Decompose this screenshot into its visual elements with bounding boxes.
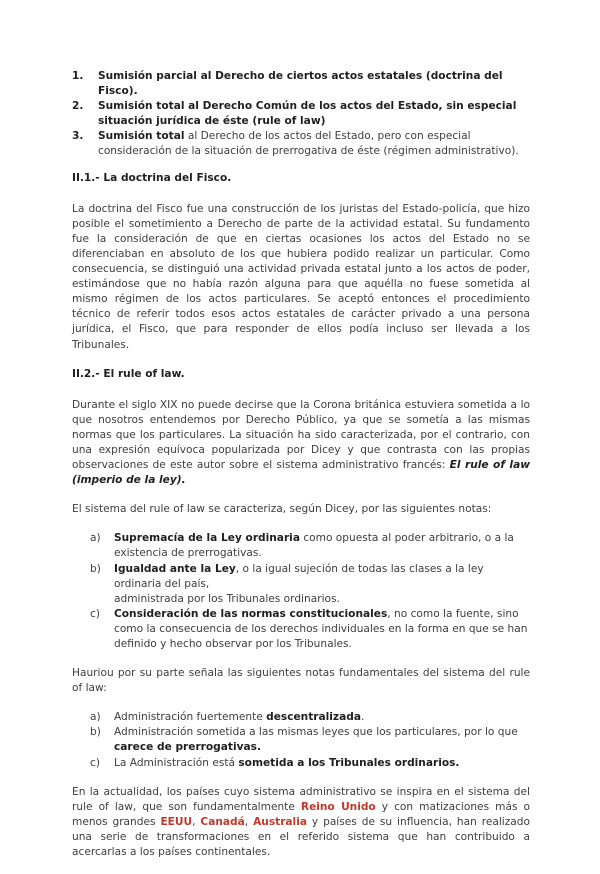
note-bold: Igualdad ante la Ley [114, 562, 236, 575]
note-text-end: . [360, 711, 365, 724]
country-uk: Reino Unido [300, 800, 376, 813]
separator: , [192, 815, 201, 828]
closing-text: y países de su influencia, han realizado una serie de transformaciones en el referido sistema que han contribuido a acercarlas a los países continentales. [72, 815, 530, 859]
list-number: 2. [72, 100, 84, 113]
list-item [72, 99, 530, 129]
country-canada: Canadá [200, 815, 245, 828]
list-item-bold: Sumisión total [98, 130, 185, 143]
list-number: 1. [72, 70, 84, 82]
hauriou-intro: Hauriou por su parte señala las siguientes notas fundamentales del sistema del rule of law: [72, 667, 530, 695]
list-marker: c) [90, 607, 100, 620]
note-text: La Administración está [114, 756, 239, 769]
country-usa: EEUU [160, 815, 193, 828]
document-page [72, 69, 530, 874]
dicey-notes-list [72, 531, 530, 652]
list-item-bold: Sumisión parcial al Derecho de ciertos actos estatales (doctrina del Fisco). [98, 70, 503, 98]
country-australia: Australia [253, 815, 307, 828]
closing-text: En la actualidad, los países cuyo sistema administrativo se inspira en el sistema del rule of law, que son fundamentalmente [72, 785, 530, 813]
note-text: , o la igual sujeción de todas las clases a la ley ordinaria del país, [114, 562, 484, 590]
note-bold: Consideración de las normas constitucionales [114, 607, 388, 620]
note-text: como opuesta al poder arbitrario, o a la existencia de prerrogativas. [114, 532, 514, 560]
list-item [72, 129, 530, 159]
list-item-bold: Sumisión total al Derecho Común de los actos del Estado, sin especial situación jurídica de éste (rule of law) [98, 100, 517, 128]
paragraph-rule-of-law [72, 398, 530, 489]
closing-text: y con matizaciones más o menos grandes [72, 800, 530, 828]
section-heading-rule-of-law: II.2.- El rule of law. [72, 367, 185, 380]
list-marker: a) [90, 711, 101, 724]
note-text: Administración fuertemente [114, 711, 267, 724]
note-bold: descentralizada [266, 711, 361, 724]
emphasized-phrase: El rule of law (imperio de la ley). [72, 459, 530, 487]
list-item [90, 562, 530, 607]
paragraph-fisco: La doctrina del Fisco fue una construcción de los juristas del Estado-policía, que hizo posible el sometimiento a Derecho de parte de la actividad estatal. Su fundamento fue la consideración de que en ciertas ocasiones los actos del Estado no se diferenciaban en absoluto de los que hubiera podido realizar un particular. Como consecuencia, se distinguió una actividad privada estatal junto a los actos de poder, estimándose que no había razón alguna para que aquélla no fuese sometida al mismo régimen de los actos particulares. Se aceptó entonces el procedimiento técnico de referir todos esos actos estatales de carácter privado a una persona jurídica, el Fisco, que para responder de ellos podía incluso ser llevada a los Tribunales. [72, 202, 530, 351]
list-item [90, 725, 530, 755]
numbered-list [72, 69, 530, 160]
list-item-text: al Derecho de los actos del Estado, pero con especial consideración de la situación de prerrogativa de éste (régimen administrativo). [98, 130, 519, 158]
list-marker: b) [90, 562, 101, 575]
note-bold: carece de prerrogativas. [114, 741, 261, 754]
note-text: Administración sometida a las mismas leyes que los particulares, por lo que [114, 726, 518, 739]
section-heading-fisco: II.1.- La doctrina del Fisco. [72, 171, 232, 184]
paragraph-text: Durante el siglo XIX no puede decirse que la Corona británica estuviera sometida a lo que nosotros entendemos por Derecho Público, ya que se sometía a las mismas normas que los particulares. La situación ha sido caracterizada, por el contrario, con una expresión equívoca popularizada por Dicey y que contrasta con las propias observaciones de este autor sobre el sistema administrativo francés: [72, 398, 530, 472]
list-item [90, 531, 530, 561]
note-text: , no como la fuente, sino como la consecuencia de los derechos individuales en la forma en que se han definido y hecho observar por los Tribunales. [114, 607, 528, 650]
note-bold: Supremacía de la Ley ordinaria [114, 532, 300, 545]
note-bold: sometida a los Tribunales ordinarios. [238, 756, 460, 769]
list-item [72, 69, 530, 99]
list-marker: a) [90, 532, 101, 545]
note-text-continued: administrada por los Tribunales ordinarios. [114, 592, 340, 605]
list-number: 3. [72, 130, 84, 143]
list-item [90, 710, 530, 725]
list-marker: c) [90, 756, 100, 769]
list-marker: b) [90, 726, 101, 739]
closing-paragraph [72, 785, 530, 860]
list-item [90, 607, 530, 652]
hauriou-notes-list [72, 710, 530, 770]
separator: , [244, 815, 254, 828]
list-item [90, 756, 530, 771]
dicey-intro: El sistema del rule of law se caracteriza, según Dicey, por las siguientes notas: [72, 503, 492, 516]
